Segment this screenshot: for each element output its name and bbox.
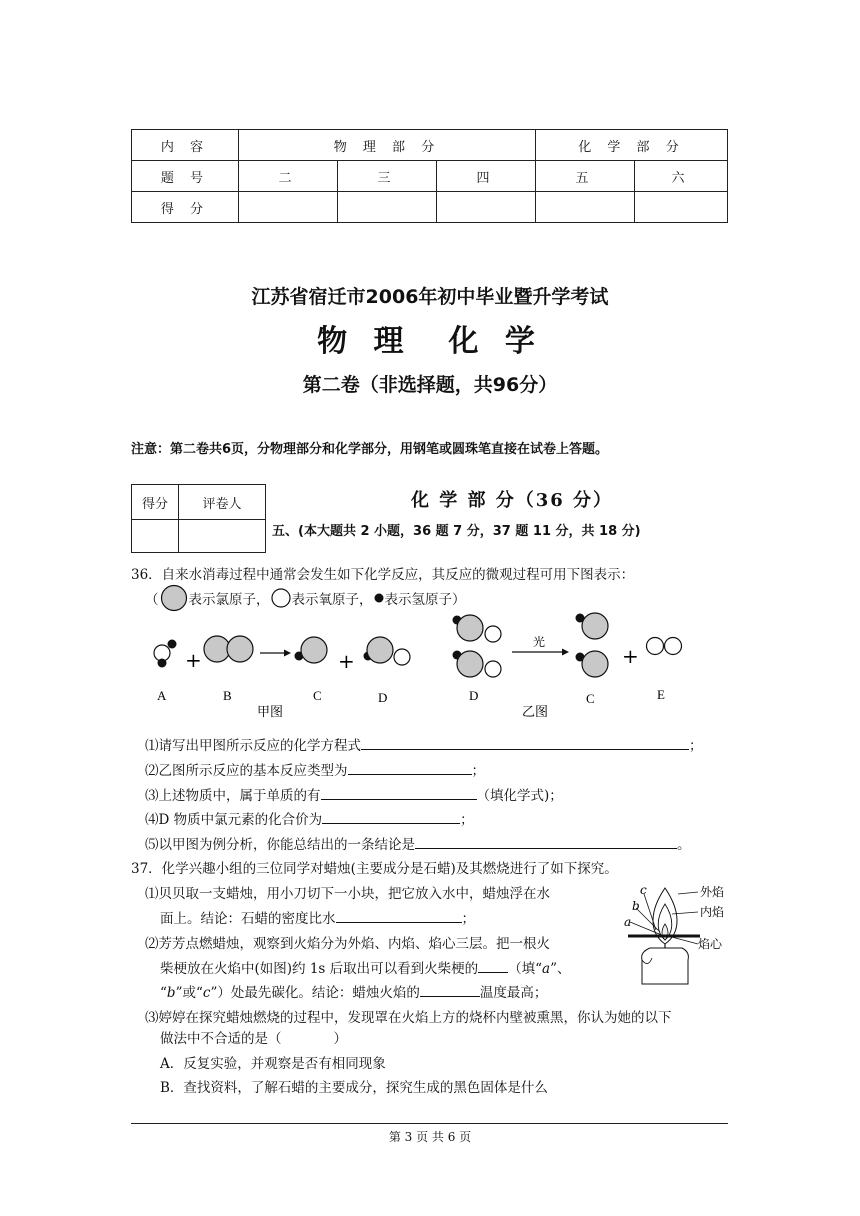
legend-open: （ [145,592,159,608]
q37-p1-line1: ⑴贝贝取一支蜡烛，用小刀切下一小块，把它放入水中，蜡烛浮在水 [145,886,550,902]
q37-p2-text: 柴梗放在火焰中(如图)约 1s 后取出可以看到火柴梗的 [160,961,479,977]
q37-p2-end: 温度最高； [479,985,548,1001]
q37-p2-line1: ⑵芳芳点燃蜡烛，观察到火焰分为外焰、内焰、焰心三层。把一根火 [145,936,550,952]
score-cell[interactable] [338,192,437,223]
q36-sub3-end: （填化学式)； [476,788,563,804]
legend-oxygen: 表示氧原子， [291,592,373,608]
q37-p3-paren: ） [333,1031,347,1047]
molecule-B [204,636,253,662]
answer-blank[interactable] [348,760,472,775]
q36-sub3 [145,784,563,804]
q37-p3-text: 做法中不合适的是（ [160,1031,282,1047]
candle-label-c: c [640,883,647,897]
q37-p2-sep2: ”或“ [175,985,203,1001]
score-table-physics-header: 物 理 部 分 [239,130,536,161]
q37-p2-text-b: （填“ [508,961,543,977]
reaction-diagram [140,606,740,726]
page-footer: 第 3 页 共 6 页 [388,1130,472,1144]
q37-option-A: A．反复实验，并观察是否有相同现象 [160,1056,386,1072]
answer-blank[interactable] [478,958,508,973]
label-C2: C [586,691,595,706]
q36-sub2-text: ⑵乙图所示反应的基本反应类型为 [145,763,348,779]
q36-sub5-text: ⑸以甲图为例分析，你能总结出的一条结论是 [145,837,415,853]
q37-p2-sep: ”、 [550,961,571,977]
q37-option-a: a [542,961,551,977]
answer-blank[interactable] [415,834,677,849]
molecule-C [295,637,328,663]
exam-title: 江苏省宿迁市2006年初中毕业暨升学考试 [251,286,609,308]
condition-light: 光 [533,635,546,649]
q36-sub4-text: ⑷D 物质中氯元素的化合价为 [145,812,323,828]
score-cell[interactable] [536,192,635,223]
score-table-col-5: 五 [536,161,635,192]
answer-blank[interactable] [336,908,462,923]
section-subtitle: 五、(本大题共 2 小题，36 题 7 分，37 题 11 分，共 18 分) [272,524,641,539]
q36-sub5-end: 。 [677,837,691,853]
molecule-C-top [576,613,609,639]
q37-p2-line3 [160,981,547,1001]
molecule-D-top [453,615,502,642]
arrow-icon [260,650,291,657]
answer-blank[interactable] [361,735,689,750]
q36-stem: 36．自来水消毒过程中通常会发生如下化学反应，其反应的微观过程可用下图表示： [131,567,635,583]
candle-icon [642,940,689,984]
q37-p1-line2 [160,907,475,927]
label-B: B [223,688,232,703]
q37-option-b: b [166,985,176,1001]
molecule-E [647,638,682,655]
q37-option-B: B．查找资料，了解石蜡的主要成分，探究生成的黑色固体是什么 [160,1080,548,1096]
caption-jia: 甲图 [257,704,284,719]
score-cell[interactable] [239,192,338,223]
q37-stem: 37．化学兴趣小组的三位同学对蜡烛(主要成分是石蜡)及其燃烧进行了如下探究。 [131,861,618,877]
q36-sub4-end: ； [460,812,474,828]
molecule-D [364,637,411,665]
q36-sub1 [145,734,703,754]
label-C: C [313,688,322,703]
q36-sub1-end: ； [689,738,703,754]
grader-score-label: 得分 [132,485,179,520]
plus-sign: + [185,648,202,672]
candle-label-b: b [632,899,640,913]
molecule-A [154,640,177,668]
score-table [131,129,728,223]
q36-sub1-text: ⑴请写出甲图所示反应的化学方程式 [145,738,361,754]
score-cell[interactable] [437,192,536,223]
q36-sub2-end: ； [471,763,485,779]
score-table-score-label: 得 分 [132,192,239,223]
q37-p1-text: 面上。结论：石蜡的密度比水 [160,911,336,927]
q37-p1-end: ； [461,911,475,927]
answer-blank[interactable] [322,809,460,824]
legend-chlorine: 表示氯原子， [188,592,270,608]
candle-label-outer: 外焰 [700,885,725,899]
grader-table [131,484,266,553]
score-table-col-4: 四 [437,161,536,192]
candle-label-a: a [624,915,632,929]
answer-blank[interactable] [321,785,477,800]
plus-sign: + [622,644,639,668]
q37-p2-line2 [160,957,571,977]
q36-sub2 [145,759,485,779]
grader-name-label: 评卷人 [179,485,266,520]
light-arrow-icon [512,649,569,656]
score-table-col-6: 六 [635,161,728,192]
candle-flame-figure [620,880,730,990]
volume-title: 第二卷（非选择题，共96分） [302,374,558,396]
q36-sub4 [145,808,474,828]
candle-label-inner: 内焰 [700,905,725,919]
score-table-chemistry-header: 化 学 部 分 [536,130,728,161]
q37-option-c: c [202,985,211,1001]
grader-name-cell[interactable] [179,520,266,553]
notice: 注意：第二卷共6页，分物理部分和化学部分，用钢笔或圆珠笔直接在试卷上答题。 [131,442,609,457]
score-table-content-label: 内 容 [132,130,239,161]
molecule-D-bottom [453,651,502,678]
molecule-C-bottom [576,651,609,677]
candle-label-core: 焰心 [698,937,723,951]
hydrogen-atom-icon [373,592,385,604]
score-table-col-3: 三 [338,161,437,192]
answer-blank[interactable] [420,982,480,997]
score-table-col-2: 二 [239,161,338,192]
subject-title: 物 理 化 学 [317,324,543,359]
legend-hydrogen: 表示氢原子） [384,592,466,608]
q37-p2-quote: “ [160,985,167,1001]
label-D: D [378,690,388,705]
q37-p2-text-c: ”）处最先碳化。结论：蜡烛火焰的 [210,985,420,1001]
label-A: A [157,688,167,703]
q37-p3-line1: ⑶婷婷在探究蜡烛燃烧的过程中，发现罩在火焰上方的烧杯内壁被熏黑，你认为她的以下 [145,1010,672,1026]
section-title: 化 学 部 分（36 分） [410,490,614,511]
q37-p3-line2 [160,1027,347,1047]
plus-sign: + [338,649,355,673]
grader-score-cell[interactable] [132,520,179,553]
label-E: E [657,687,665,702]
footer-divider [131,1123,728,1124]
q36-sub5 [145,833,691,853]
caption-yi: 乙图 [522,704,549,719]
score-cell[interactable] [635,192,728,223]
label-D2: D [469,688,479,703]
q36-sub3-text: ⑶上述物质中，属于单质的有 [145,788,321,804]
score-table-number-label: 题 号 [132,161,239,192]
